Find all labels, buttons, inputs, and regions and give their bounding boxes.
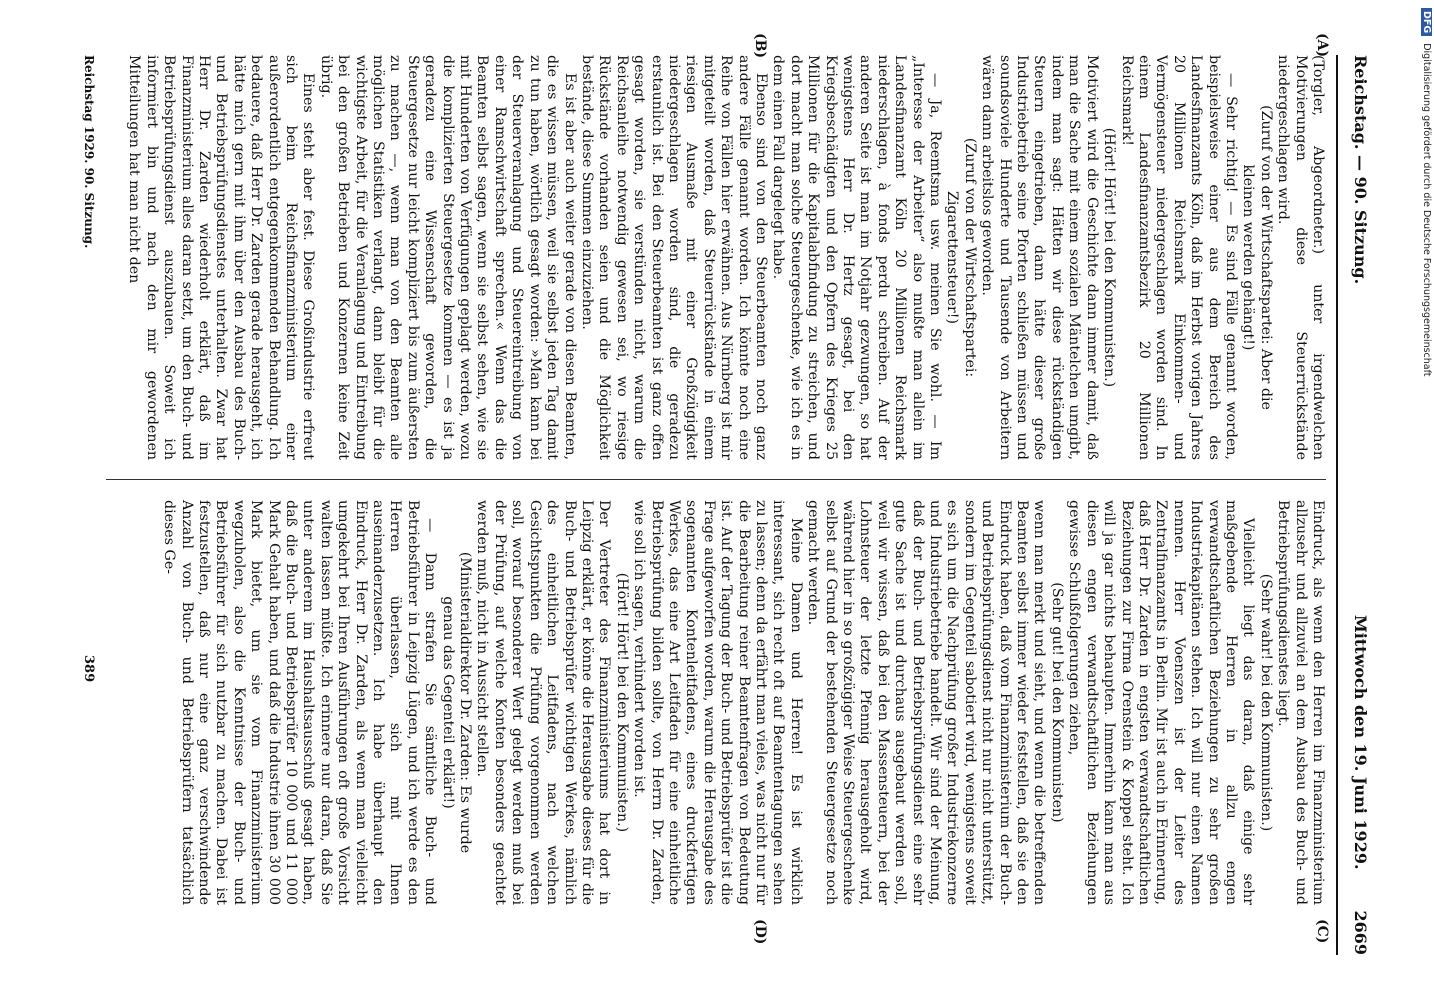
dfg-logo: DFG	[1421, 8, 1432, 36]
header-date: Mittwoch den 19. Juni 1929.	[1351, 615, 1370, 870]
right-column-paragraph: — Dann strafen Sie sämtliche Buch- und Betriebsführer in Leipzig Lügen, und ich werde es den Herren überlassen, sich mit Ihnen auseinanderzusetzen. Ich habe überhaupt den Eindruck, Herr Dr. Zarden, als wenn man vielleicht umgekehrt bei Ihren Ausführungen oft große Vorsicht walten lassen müßte. Ich erinnere nur daran, daß Sie unter anderem im Haushaltsausschuß gesagt haben, daß die Buch- und Betriebsprüfer 10 000 und 11 000 Mark Gehalt haben, und daß die Industrie ihnen 30 000 Mark bietet, um sie vom Finanzministerium wegzuholen, also die Kenntnisse der Buch- und Betriebsführer für sich nutzbar zu machen. Dabei ist festzustellen, daß nur eine ganz verschwindende Anzahl von Buch- und Betriebsprüfern tatsächlich dieses Ge-	[161, 500, 439, 905]
header-session: Reichstag. — 90. Sitzung.	[1351, 55, 1370, 285]
left-column-paragraph: (Torgler, Abgeordneter.) unter irgendwelchen Motivierungen diese Steuerrückstände niedergeschlagen wird.	[1275, 55, 1326, 460]
left-column-paragraph: Ebenso sind von den Steuerbeamten noch ganz andere Fälle genannt worden. Ich könnte noch eine Reihe von Fällen hier erwähnen. Aus Nürnberg ist mir mitgeteilt worden, daß Steuerrückstände in einem riesigen Ausmaße mit einer Großzügigkeit niedergeschlagen worden sind, die geradezu erstaunlich ist. Bei den Steuerbeamten ist ganz offen gesagt worden, sie verstünden nicht, warum die Reichsanleihe notwendig gewesen sei, wo riesige Rückstände vorhanden seien und die Möglichkeit bestände, diese Summen einzuziehen.	[578, 55, 769, 460]
right-column-paragraph: Eindruck, als wenn den Herren im Finanzministerium allzusehr und allzuviel an dem Ausbau des Buch- und Betriebsprüfungsdienstes liegt.	[1275, 500, 1326, 905]
right-column-paragraph: (Ministerialdirektor Dr. Zarden: Es wurde genau das Gegenteil erklärt!)	[439, 551, 474, 854]
left-column-paragraph: — Sehr richtig! — Es sind Fälle genannt worden, beispielsweise einer aus dem Bereich des Landesfinanzamts Köln, daß im Herbst vorigen Jahres 20 Millionen Reichsmark Einkommen- und Vermögensteuer niedergeschlagen worden sind. In einem Landesfinanzamtsbezirk 20 Millionen Reichsmark!	[1118, 55, 1239, 460]
printer-signature: 389	[81, 655, 96, 683]
column-divider	[106, 479, 1326, 480]
right-column-paragraph: Meine Damen und Herren! Es ist wirklich interessant, sich recht oft auf Beamtentagungen sehen zu lassen; denn da erfährt man vieles, was nicht nur für die Bearbeitung reiner Beamtenfragen von Bedeutung ist. Auf der Tagung der Buch- und Betriebsprüfer ist die Frage aufgeworfen worden, warum die Herausgabe des sogenannten Kontenleitfadens, eines druckfertigen Werkes, das eine Art Leitfaden für eine einheitliche Betriebsprüfung bilden sollte, von Herrn Dr. Zarden, wie soll ich sagen, verhindert worden ist.	[631, 500, 804, 905]
left-column	[106, 55, 1326, 460]
right-column-paragraph: (Sehr gut! bei den Kommunisten)	[1048, 582, 1065, 823]
page-header	[1336, 55, 1378, 955]
margin-mark-b: (B)	[752, 33, 768, 59]
right-column-paragraph: Der Vertreter des Finanzministeriums hat dort in Leipzig erklärt, er könne die Herausgabe dieses für die Buch- und Betriebsprüfer wichtigen Werkes, nämlich des einheitlichen Leitfadens, nach welchen Gesichtspunkten die Prüfung vorgenommen werden soll, worauf besonderer Wert gelegt werden muß bei der Prüfung, auf welche Konten besonders geachtet werden muß, nicht in Aussicht stellen.	[474, 500, 613, 905]
rotated-page	[48, 33, 1378, 955]
left-column-paragraph: Es ist aber auch weiter gerade von diesen Beamten, die es wissen müssen, weil sie selbst jeden Tag damit zu tun haben, wörtlich gesagt worden: »Man kann bei der Steuerveranlagung und Steuereintreibung von einer Ramschwirtschaft sprechen.« Wenn das die Beamten selbst sagen, wenn sie selbst sehen, wie sie mit Hunderten von Verfügungen geplagt werden, wozu die komplizierten Steuergesetze kommen — es ist ja geradezu eine Wissenschaft geworden, die Steuergesetze nur leicht kompliziert bis zum äußersten zu machen —, wenn man von den Beamten alle möglichen Statistiken verlangt, dann bleibt für die wichtigste Arbeit, für die Veranlagung und Eintreibung bei den großen Betrieben und Konzernen keine Zeit übrig.	[317, 55, 578, 460]
left-column-paragraph: Eines steht aber fest. Diese Großindustrie erfreut sich beim Reichsfinanzministerium einer außerordentlich entgegenkommenden Behandlung. Ich bedauere, daß Herr Dr. Zarden gerade herausgeht, ich hätte mich gern mit ihm über den Ausbau des Buch- und Betriebsprüfungsdienstes unterhalten. Zwar hat Herr Dr. Zarden wiederholt erklärt, daß im Finanzministerium alles daran setzt, um den Buch- und Betriebsprüfungsdienst auszubauen. Soweit ich informiert bin und nach den mir gewordenen Mitteilungen hat man nicht den	[126, 55, 317, 460]
margin-mark-d: (D)	[752, 919, 768, 945]
left-column-paragraph: (Zuruf von der Wirtschaftspartei: Aber die kleinen werden gehängt!)	[1240, 105, 1274, 410]
left-column-paragraph: (Zuruf von der Wirtschaftspartei: Zigarettensteuer!)	[944, 137, 978, 378]
left-column-paragraph: Motiviert wird die Geschichte dann immer damit, daß man die Sache mit einem sozialen Mäntelchen umgibt, indem man sagt: Hätten wir diese rückständigen Steuern eingetrieben, dann hätte dieser große Industriebetrieb seine Pforten schließen müssen und soundsoviele Hunderte und Tausende von Arbeitern wären dann arbeitslos geworden.	[979, 55, 1100, 460]
page-number: 2669	[1351, 910, 1370, 955]
margin-mark-c: (C)	[1314, 919, 1330, 944]
footer-session: Reichstag 1929. 90. Sitzung.	[82, 55, 96, 249]
right-column	[106, 500, 1326, 905]
margin-mark-a: (A)	[1314, 33, 1330, 58]
dfg-credit-text: Digitalisierung gefördert durch die Deutsche Forschungsgemeinschaft	[1421, 43, 1432, 377]
left-column-paragraph: — Ja, Reemtsma usw. meinen Sie wohl. — Im „Interesse der Arbeiter“ also mußte man allein im Landesfinanzamt Köln 20 Millionen Reichsmark niederschlagen, à fonds perdu schreiben. Auf der anderen Seite ist man im Notjahr gezwungen, so hat wenigstens Herr Dr. Hertz gesagt, bei den Kriegsbeschädigten und den Opfern des Krieges 25 Millionen für die Kapitalabfindung zu streichen, und dort macht man solche Steuergeschenke, wie ich es in dem einen Fall dargelegt habe.	[770, 55, 944, 460]
left-column-paragraph: (Hört! Hört! bei den Kommunisten.)	[1101, 127, 1118, 388]
right-column-paragraph: wenn man merkt und sieht, und wenn die betreffenden Beamten selbst immer wieder feststellen, daß sie den Eindruck haben, daß vom Finanzministerium der Buch- und Betriebsprüfungsdienst nicht nur nicht unterstützt, sondern im Gegenteil sabotiert wird, wenigstens soweit es sich um die Nachprüfung großer Industriekonzerne und Industriebetriebe handelt. Wir sind der Meinung, daß der Buch- und Betriebsprüfungsdienst eine sehr gute Sache ist und durchaus ausgebaut werden soll, weil wir wissen, daß bei den Massensteuern, bei der Lohnsteuer der letzte Pfennig herausgeholt wird, während hier in so großzügiger Weise Steuergeschenke selbst auf Grund der bestehenden Steuergesetze noch gemacht werden.	[805, 500, 1048, 905]
right-column-paragraph: (Hört! Hört! bei den Kommunisten.)	[613, 572, 630, 833]
right-column-paragraph: (Sehr wahr! bei den Kommunisten.)	[1257, 573, 1274, 832]
dfg-side-strip	[1418, 0, 1432, 1000]
right-column-paragraph: Vielleicht liegt das daran, daß einige sehr maßgebende Herren in allzu engen verwandtschaftlichen Beziehungen zu sehr großen Industriekapitänen stehen. Ich will nur einen Namen nennen. Herr Voenszen ist der Leiter des Zentralfinanzamts in Berlin. Mir ist auch in Erinnerung, daß Herr Dr. Zarden in engsten verwandtschaftlichen Beziehungen zur Firma Orenstein & Koppel steht. Ich will ja gar nichts behaupten. Immerhin kann man aus diesen engen verwandtschaftlichen Beziehungen gewisse Schlußfolgerungen ziehen,	[1066, 500, 1257, 905]
